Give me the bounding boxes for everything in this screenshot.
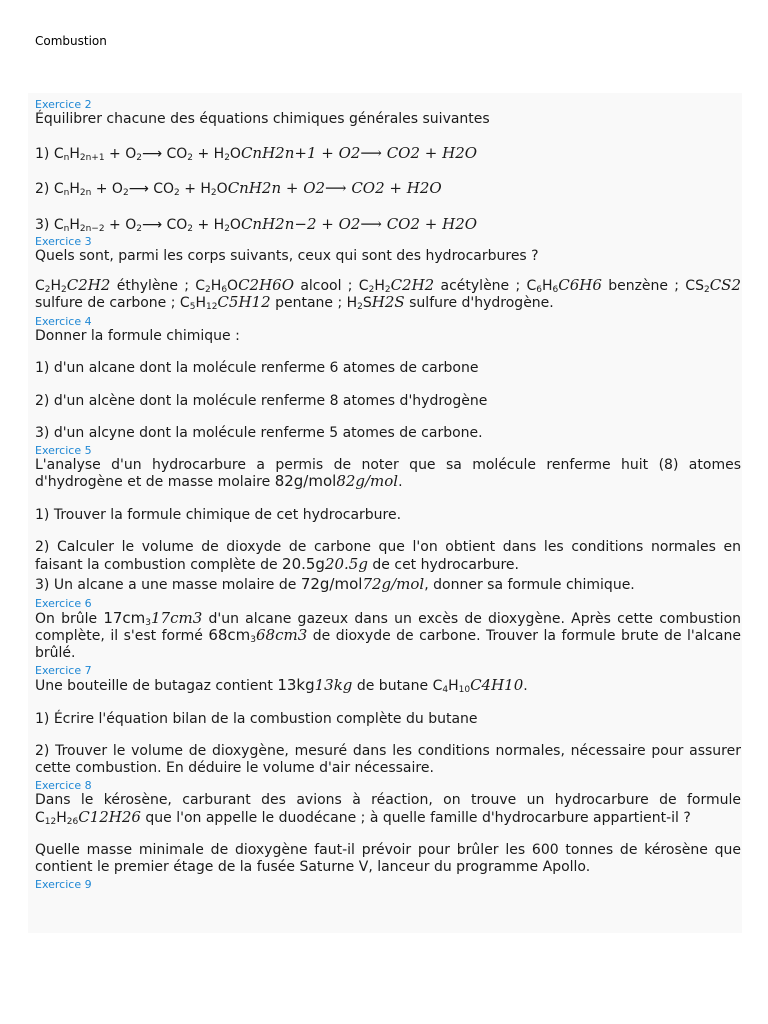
exercise-6-label: Exercice 6 [35,596,92,610]
equation-2: 2) $C_nH_{2n}$ + $O_2⟶$ $CO_2$ + $H_2OCnH2n$ + O2⟶ CO2 + H2O [35,179,442,198]
document-body [28,93,742,933]
exercise-4-q1: 1) d'un alcane dont la molécule renferme 6 atomes de carbone [35,360,479,376]
exercise-2-intro: Équilibrer chacune des équations chimiques générales suivantes [35,111,490,127]
exercise-5-q2: 2) Calculer le volume de dioxyde de carbone que l'on obtient dans les conditions normales en faisant la combustion complète de 20.5g20.5g de cet hydrocarbure. [35,539,741,573]
exercise-5-intro: L'analyse d'un hydrocarbure a permis de noter que sa molécule renferme huit (8) atomes d'hydrogène et de masse molaire 82g/mol82g/mol. [35,456,741,490]
exercise-4-q3: 3) d'un alcyne dont la molécule renferme 5 atomes de carbone. [35,425,483,441]
exercise-6-text: On brûle $17cm_317cm3$ d'un alcane gazeux dans un excès de dioxygène. Après cette combustion complète, il s'est formé $68cm_368cm3$ de dioxyde de carbone. Trouver la formule brute de l'alcane brûlé. [35,608,742,661]
exercise-9-label: Exercice 9 [35,878,92,891]
exercise-3-list: $C_2H_2C2H2$ éthylène ; $C_2H_6OC2H6O$ alcool ; $C_2H_2C2H2$ acétylène ; $C_6H_6C6H6$ benzène ; $CS_2CS2$ sulfure de carbone ; $C_5H_{12}C5H12$ pentane ; $H_2SH2S$ sulfure d'hydrogène. [35,275,741,312]
exercise-5-label: Exercice 5 [35,443,92,457]
exercise-7-q2: 2) Trouver le volume de dioxygène, mesuré dans les conditions normales, nécessaire pour assurer cette combustion. En déduire le volume d'air nécessaire. [35,743,741,776]
exercise-4-label: Exercice 4 [35,314,92,328]
exercise-2-label: Exercice 2 [35,98,92,111]
exercise-7-label: Exercice 7 [35,664,92,677]
exercise-8-label: Exercice 8 [35,779,92,792]
exercise-5-q1: 1) Trouver la formule chimique de cet hydrocarbure. [35,506,402,523]
exercise-8-p2: Quelle masse minimale de dioxygène faut-il prévoir pour brûler les 600 tonnes de kérosène que contient le premier étage de la fusée Saturne V, lanceur du programme Apollo. [35,842,741,875]
exercise-5-q3: 3) Un alcane a une masse molaire de 72g/mol72g/mol, donner sa formule chimique. [35,575,635,593]
document-title: Combustion [35,34,107,48]
exercise-3-intro: Quels sont, parmi les corps suivants, ceux qui sont des hydrocarbures ? [35,248,539,264]
exercise-4-q2: 2) d'un alcène dont la molécule renferme 8 atomes d'hydrogène [35,392,488,409]
exercise-3-label: Exercice 3 [35,235,92,248]
exercise-7-text: Une bouteille de butagaz contient 13kg13kg de butane $C_4H_{10}C4H10$. [35,676,528,695]
exercise-7-q1: 1) Écrire l'équation bilan de la combustion complète du butane [35,710,478,727]
exercise-4-intro: Donner la formule chimique : [35,327,240,344]
equation-1: 1) $C_nH_{2n+1}$ + $O_2⟶$ $CO_2$ + $H_2OCnH2n+1$ + O2⟶ CO2 + H2O [35,143,478,163]
exercise-8-text: Dans le kérosène, carburant des avions à réaction, on trouve un hydrocarbure de formule $C_{12}H_{26}C12H26$ que l'on appelle le duodécane ; à quelle famille d'hydrocarbure appartient-il ? [35,792,741,827]
equation-3: 3) $C_nH_{2n-2}$ + $O_2⟶$ $CO_2$ + $H_2OCnH2n-2$ + O2⟶ CO2 + H2O [35,214,478,234]
